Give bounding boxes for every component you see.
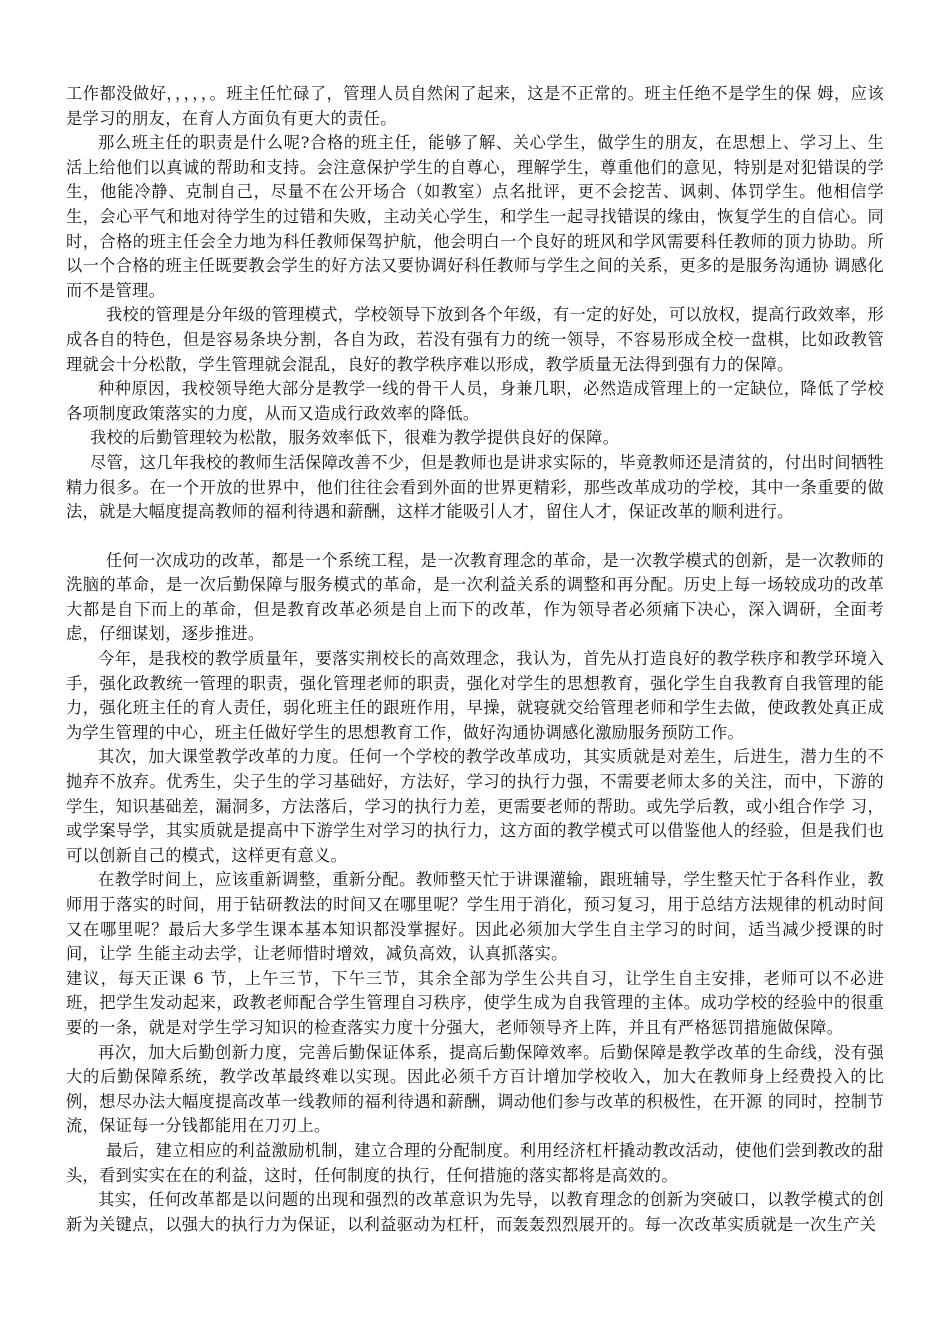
paragraph-teaching-time: 在教学时间上，应该重新调整，重新分配。教师整天忙于讲课灌输，跟班辅导，学生整天忙于各科作业，教师用于落实的时间，用于钻研教法的时间又在哪里呢？学生用于消化，预习复习，用于总结方法规律的机动时间又在哪里呢？最后大多学生课本基本知识都没掌握好。因此必须加大学生自主学习的时间，适当减少授课的时间，让学 生能主动去学，让老师惜时增效，减负高效，认真抓落实。: [66, 870, 884, 964]
paragraph-leadership-roles: 种种原因，我校领导绝大部分是教学一线的骨干人员，身兼几职，必然造成管理上的一定缺位，降低了学校各项制度政策落实的力度，从而又造成行政效率的降低。: [66, 379, 884, 423]
paragraph-reform-system: 任何一次成功的改革，都是一个系统工程，是一次教育理念的革命，是一次教学模式的创新，是一次教师的洗脑的革命，是一次后勤保障与服务模式的革命，是一次利益关系的调整和再分配。历史上每一场较成功的改革大都是自下而上的革命，但是教育改革必须是自上而下的改革，作为领导者必须痛下决心，深入调研，全面考 虑，仔细谋划，逐步推进。: [66, 550, 884, 644]
paragraph-grade-management: 我校的管理是分年级的管理模式，学校领导下放到各个年级，有一定的好处，可以放权，提高行政效率，形成各自的特色，但是容易条块分割，各自为政，若没有强有力的统一领导，不容易形成全校一盘棋，比如政教管理就会十分松散，学生管理就会混乱，良好的教学秩序难以形成，教学质量无法得到强有力的保障。: [66, 305, 884, 374]
paragraph-quality-year: 今年，是我校的教学质量年，要落实荆校长的高效理念，我认为，首先从打造良好的教学秩序和教学环境入手，强化政教统一管理的职责，强化管理老师的职责，强化对学生的思想教育，强化学生自我教育自我管理的能力，强化班主任的育人责任，弱化班主任的跟班作用，早操，就寝就交给管理老师和学生去做，使政教处真正成为学生管理的中心，班主任做好学生的思想教育工作，做好沟通协调感化激励服务预防工作。: [66, 649, 884, 742]
paragraph-reform-conclusion: 其实，任何改革都是以问题的出现和强烈的改革意识为先导，以教育理念的创新为突破口，以教学模式的创新为关键点，以强大的执行力为保证，以利益驱动为杠杆，而轰轰烈烈展开的。每一次改革实质就是一次生产关: [66, 1190, 884, 1234]
paragraph-head-teacher-role: 工作都没做好，，，，，。班主任忙碌了，管理人员自然闲了起来，这是不正常的。班主任绝不是学生的保 姆，应该是学习的朋友，在育人方面负有更大的责任。: [66, 84, 884, 128]
paragraph-classroom-reform: 其次，加大课堂教学改革的力度。任何一个学校的教学改革成功，其实质就是对差生，后进生，潜力生的不抛弃不放弃。优秀生，尖子生的学习基础好，方法好，学习的执行力强，不需要老师太多的关注，而中，下游的学生，知识基础差，漏洞多，方法落后，学习的执行力差，更需要老师的帮助。或先学后教，或小组合作学 习，或学案导学，其实质就是提高中下游学生对学习的执行力，这方面的教学模式可以借鉴他人的经验，但是我们也可以创新自己的模式，这样更有意义。: [66, 747, 884, 865]
paragraph-teacher-welfare: 尽管，这几年我校的教师生活保障改善不少，但是教师也是讲求实际的，毕竟教师还是清贫的，付出时间牺牲精力很多。在一个开放的世界中，他们往往会看到外面的世界更精彩，那些改革成功的学校，其中一条重要的做法，就是大幅度提高教师的福利待遇和薪酬，这样才能吸引人才，留住人才，保证改革的顺利进行。: [66, 452, 884, 522]
paragraph-incentive-mechanism: 最后，建立相应的利益激励机制，建立合理的分配制度。利用经济杠杆撬动教改活动，使他们尝到教改的甜头，看到实实在在的利益，这时，任何制度的执行，任何措施的落实都将是高效的。: [66, 1140, 884, 1185]
paragraph-logistics-innovation: 再次，加大后勤创新力度，完善后勤保证体系，提高后勤保障效率。后勤保障是教学改革的生命线，没有强大的后勤保障系统，教学改革最终难以实现。因此必须千方百计增加学校收入，加大在教师身上经费投入的比例，想尽办法大幅度提高改革一线教师的福利待遇和薪酬，调动他们参与改革的积极性，在开源 的同时，控制节流，保证每一分钱都能用在刀刃上。: [66, 1042, 884, 1136]
paragraph-head-teacher-duties: 那么班主任的职责是什么呢?合格的班主任，能够了解、关心学生，做学生的朋友，在思想上、学习上、生活上给他们以真诚的帮助和支持。会注意保护学生的自尊心，理解学生，尊重他们的意见，特别是对犯错误的学生，他能冷静、克制自己，尽量不在公开场合（如教室）点名批评，更不会挖苦、讽刺、体罚学生。他相信学 生，会心平气和地对待学生的过错和失败，主动关心学生，和学生一起寻找错误的缘由，恢复学生的自信心。同时，合格的班主任会全力地为科任教师保驾护航，他会明白一个良好的班风和学风需要科任教师的顶力协助。所以一个合格的班主任既要教会学生的好方法又要协调好科任教师与学生之间的关系，更多的是服务沟通协 调感化而不是管理。: [66, 133, 884, 300]
paragraph-schedule-suggestion: 建议，每天正课 6 节，上午三节，下午三节，其余全部为学生公共自习，让学生自主安排，老师可以不必进 班，把学生发动起来，政教老师配合学生管理自习秩序，使学生成为自我管理的主体。成功学校的经验中的很重要的一条，就是对学生学习知识的检查落实力度十分强大，老师领导齐上阵，并且有严格惩罚措施做保障。: [66, 968, 884, 1037]
paragraph-logistics-management: 我校的后勤管理较为松散，服务效率低下，很难为教学提供良好的保障。: [90, 428, 620, 448]
